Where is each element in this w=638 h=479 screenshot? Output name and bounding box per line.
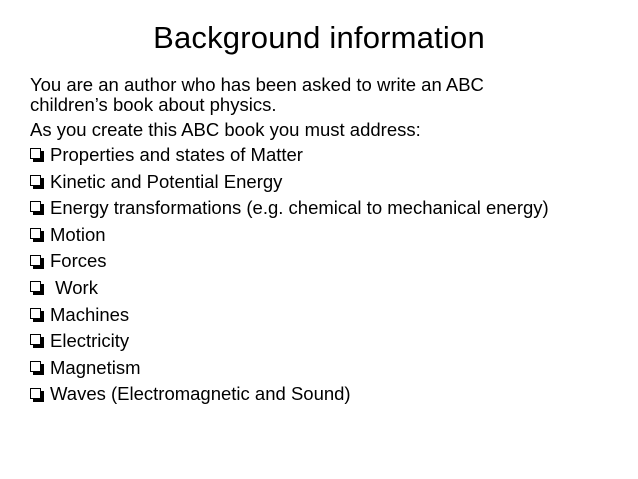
list-item (30, 275, 630, 302)
slide-title: Background information (153, 20, 485, 55)
list-item (30, 328, 630, 355)
list-item-label: Electricity (50, 330, 130, 352)
checkbox-icon (30, 308, 44, 322)
checkbox-icon (30, 175, 44, 189)
checkbox-icon (30, 148, 44, 162)
intro-line: children’s book about physics. (30, 94, 277, 115)
list-item-label: Machines (50, 303, 130, 325)
checkbox-icon (30, 228, 44, 242)
list-item (30, 355, 630, 382)
list-item (30, 169, 630, 196)
slide-body (30, 75, 630, 408)
list-item-label: Properties and states of Matter (50, 144, 303, 165)
list-item (30, 142, 630, 169)
intro-paragraph (30, 75, 630, 115)
list-item (30, 222, 630, 249)
list-item-label: Magnetism (50, 356, 141, 378)
list-item-label: Kinetic and Potential Energy (50, 170, 283, 192)
checkbox-icon (30, 255, 44, 269)
list-item-label: Work (50, 276, 98, 298)
list-item (30, 195, 630, 222)
list-item-label: Motion (50, 223, 106, 245)
list-item (30, 381, 630, 408)
checkbox-icon (30, 201, 44, 215)
checkbox-icon (30, 334, 44, 348)
list-item-label: Forces (50, 250, 107, 272)
list-item (30, 302, 630, 329)
checkbox-icon (30, 281, 44, 295)
topic-checklist (30, 142, 630, 408)
checkbox-icon (30, 388, 44, 402)
checkbox-icon (30, 361, 44, 375)
lead-text: As you create this ABC book you must address: (30, 119, 421, 140)
intro-line: You are an author who has been asked to write an ABC (30, 74, 484, 95)
list-item (30, 248, 630, 275)
list-item-label: Energy transformations (e.g. chemical to mechanical energy) (50, 197, 549, 219)
list-item-label: Waves (Electromagnetic and Sound) (50, 383, 351, 405)
